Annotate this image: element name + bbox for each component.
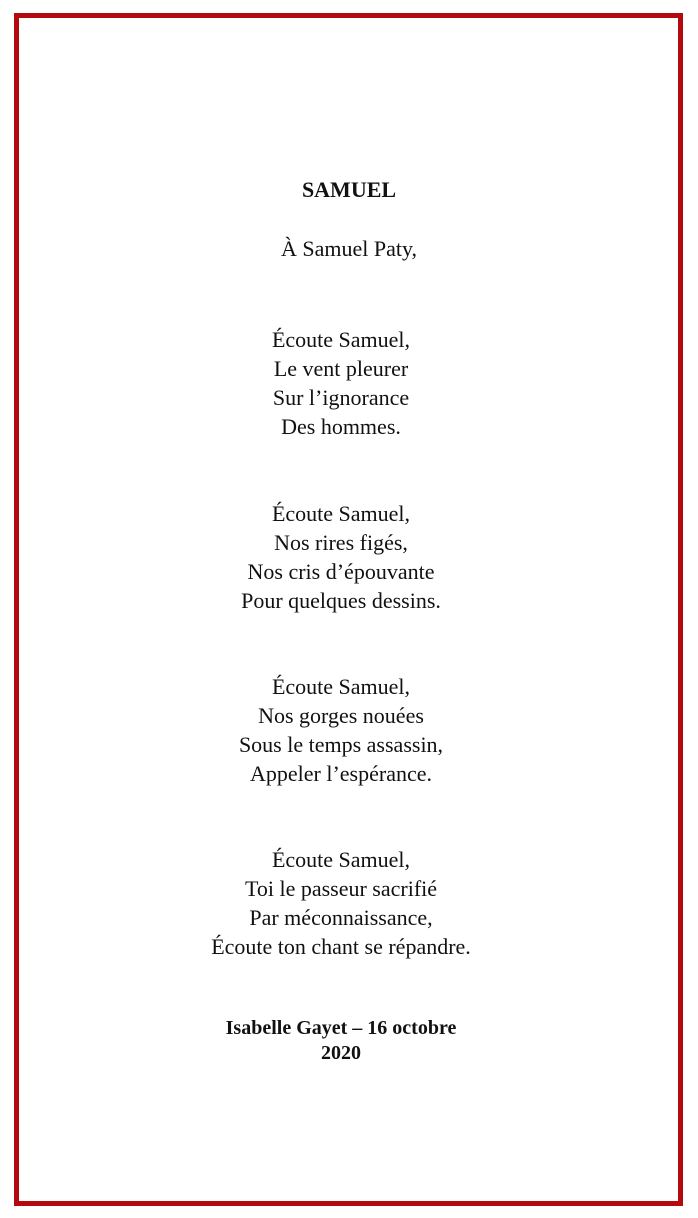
stanza-line: Des hommes.	[281, 414, 401, 439]
stanza-line: Nos cris d’épouvante	[247, 559, 435, 584]
poem-signature	[0, 1016, 682, 1066]
poem-dedication: À Samuel Paty,	[280, 236, 418, 261]
stanza-line: Nos rires figés,	[274, 530, 408, 555]
stanza-line: Écoute Samuel,	[271, 847, 411, 872]
stanza-line: Pour quelques dessins.	[241, 588, 441, 613]
poem-title: SAMUEL	[301, 177, 397, 202]
stanza-3	[0, 672, 682, 788]
stanza-line: Écoute Samuel,	[271, 327, 411, 352]
stanza-line: Sur l’ignorance	[272, 385, 410, 410]
stanza-line: Appeler l’espérance.	[249, 761, 432, 786]
stanza-line: Écoute Samuel,	[271, 501, 411, 526]
stanza-line: Par méconnaissance,	[249, 905, 433, 930]
stanza-2	[0, 499, 682, 615]
stanza-line: Écoute Samuel,	[271, 674, 411, 699]
signature-year: 2020	[321, 1042, 361, 1064]
stanza-line: Écoute ton chant se répandre.	[211, 934, 471, 959]
signature-author-date: Isabelle Gayet – 16 octobre	[225, 1017, 457, 1039]
stanza-4	[0, 845, 682, 961]
stanza-line: Toi le passeur sacrifié	[244, 876, 438, 901]
stanza-line: Nos gorges nouées	[258, 703, 424, 728]
stanza-line: Sous le temps assassin,	[238, 732, 444, 757]
stanza-1	[0, 325, 682, 441]
stanza-line: Le vent pleurer	[273, 356, 409, 381]
